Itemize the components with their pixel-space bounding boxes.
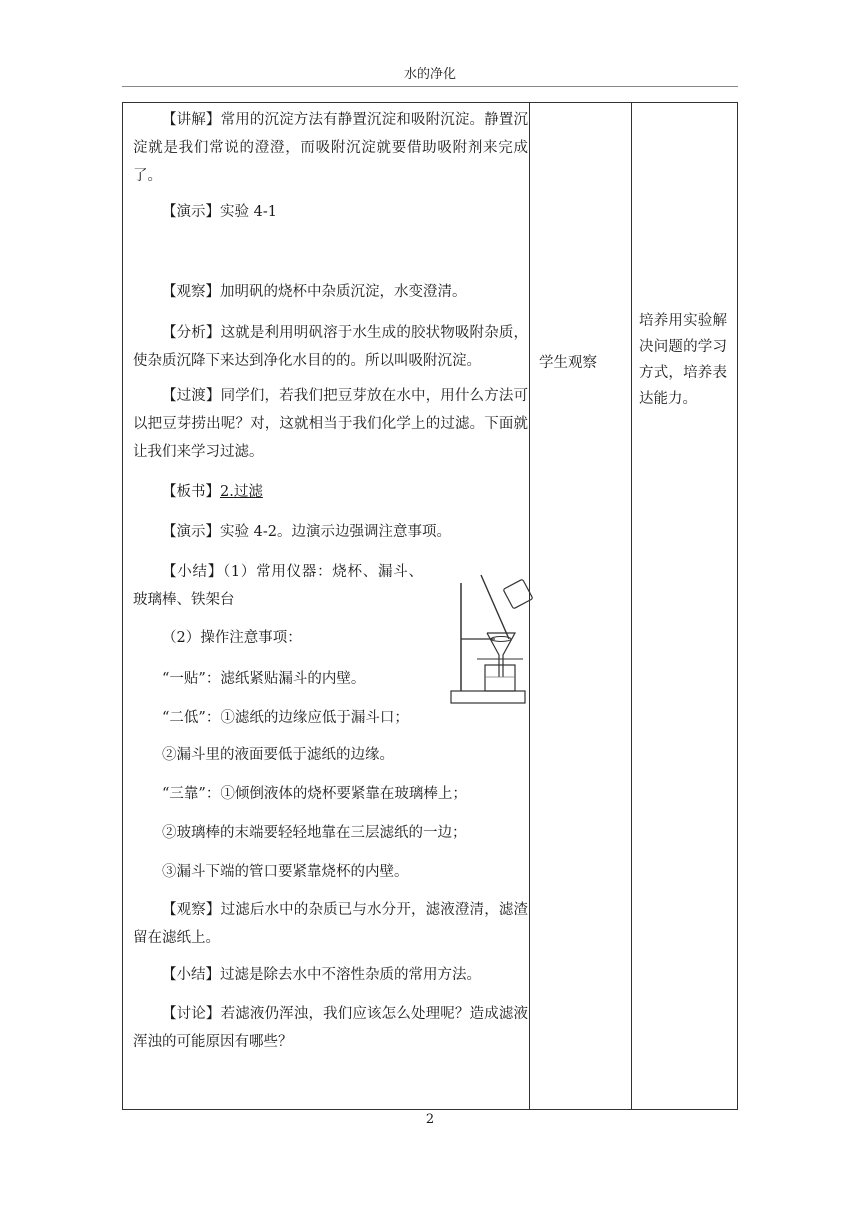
paragraph-two-low-1: “二低”：①滤纸的边缘应低于漏斗口；	[162, 710, 409, 726]
paragraph-observe-2: 【观察】过滤后水中的杂质已与水分开，滤液澄清，滤渣留在滤纸上。	[133, 902, 528, 946]
column-divider-2	[631, 103, 632, 1109]
header-rule	[122, 86, 738, 87]
filtration-apparatus-illustration	[447, 573, 537, 718]
paragraph-discussion: 【讨论】若滤液仍浑浊，我们应该怎么处理呢？造成滤液浑浊的可能原因有哪些？	[133, 1006, 528, 1050]
paragraph-three-lean-1: “三靠”：①倾倒液体的烧杯要紧靠在玻璃棒上；	[162, 786, 467, 802]
paragraph-demo-4-2: 【演示】实验 4-2。边演示边强调注意事项。	[162, 524, 451, 540]
paragraph-notes-heading: （2）操作注意事项：	[162, 630, 302, 646]
paragraph-three-lean-2: ②玻璃棒的末端要轻轻地靠在三层滤纸的一边；	[162, 825, 467, 841]
paragraph-observe-1: 【观察】加明矾的烧杯中杂质沉淀，水变澄清。	[162, 284, 467, 300]
student-activity-text: 学生观察	[539, 355, 597, 371]
design-intent-text: 培养用实验解决问题的学习方式，培养表达能力。	[639, 313, 727, 407]
paragraph-explain: 【讲解】常用的沉淀方法有静置沉淀和吸附沉淀。静置沉淀就是我们常说的澄澄，而吸附沉淀就要借助吸附剂来完成了。	[133, 112, 528, 184]
paragraph-analysis: 【分析】这就是利用明矾溶于水生成的胶状物吸附杂质，使杂质沉降下来达到净化水目的的。所以叫吸附沉淀。	[133, 325, 528, 369]
board-label: 【板书】	[162, 484, 220, 500]
page-header-title: 水的净化	[403, 67, 456, 82]
paragraph-two-low-2: ②漏斗里的液面要低于滤纸的边缘。	[162, 747, 394, 763]
paragraph-demo-4-1: 【演示】实验 4-1	[162, 204, 277, 220]
paragraph-summary-instruments: 【小结】（1）常用仪器：烧杯、漏斗、玻璃棒、铁架台	[133, 564, 423, 608]
paragraph-one-stick: “一贴”：滤纸紧贴漏斗的内壁。	[162, 671, 366, 687]
design-intent-cell	[639, 308, 727, 412]
paragraph-transition: 【过渡】同学们，若我们把豆芽放在水中，用什么方法可以把豆芽捞出呢？对，这就相当于我们化学上的过滤。下面就让我们来学习过滤。	[133, 388, 528, 460]
paragraph-summary-filtration: 【小结】过滤是除去水中不溶性杂质的常用方法。	[162, 967, 481, 983]
paragraph-three-lean-3: ③漏斗下端的管口要紧靠烧杯的内壁。	[162, 864, 409, 880]
board-heading: 2.过滤	[220, 484, 263, 500]
lesson-table	[122, 102, 738, 1110]
page-number: 2	[425, 1112, 435, 1127]
paragraph-board	[133, 478, 528, 506]
student-activity-cell	[539, 351, 629, 372]
